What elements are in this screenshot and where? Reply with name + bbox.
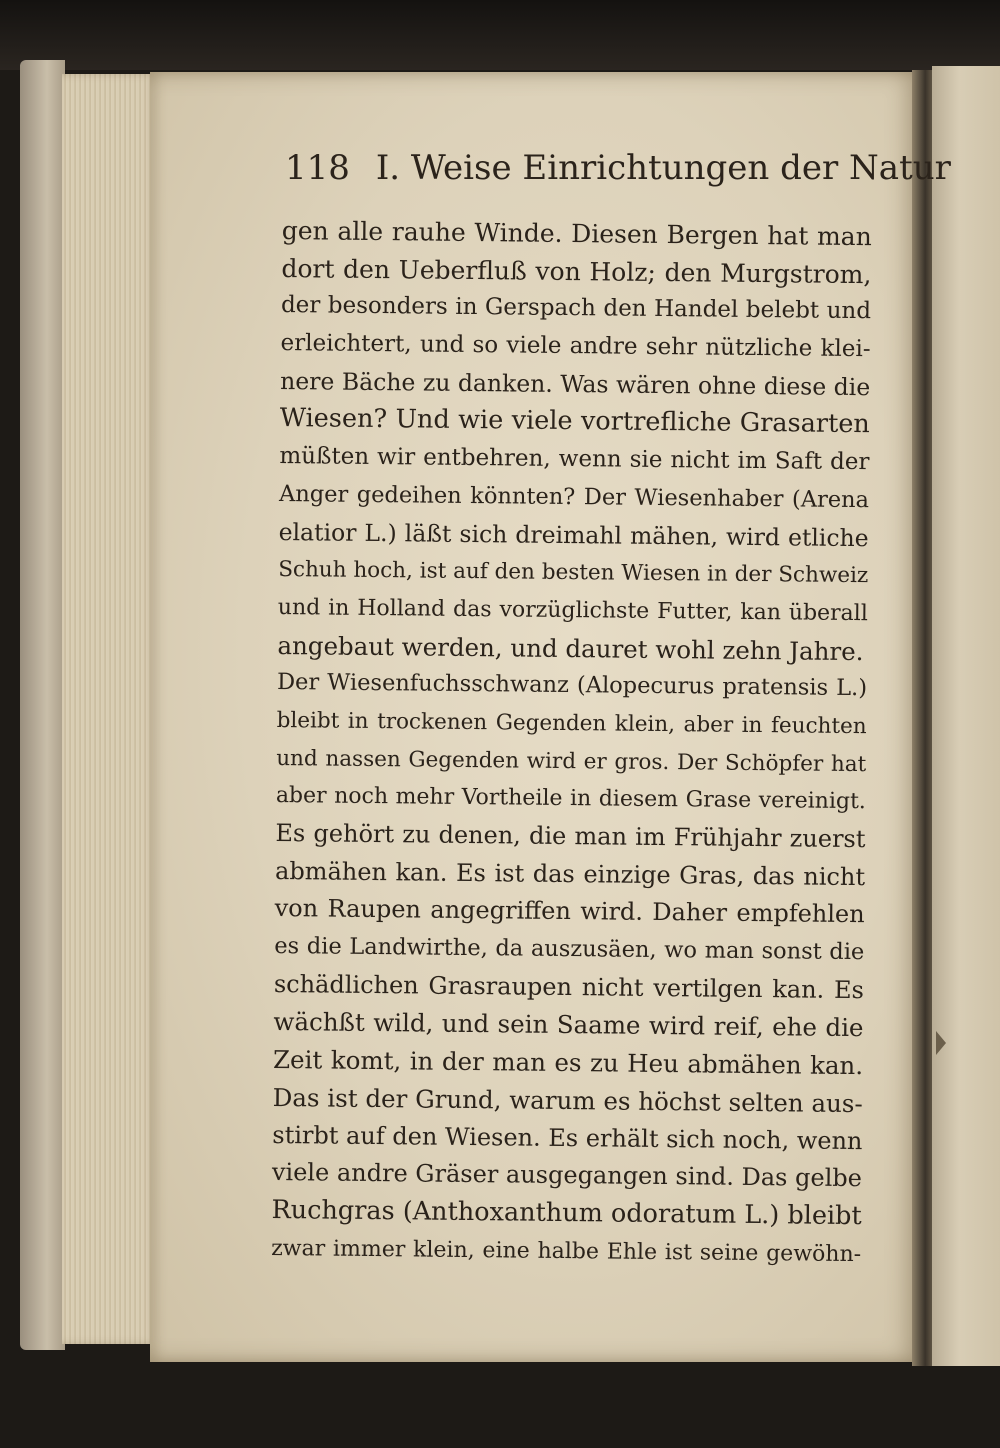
text-line: zwar immer klein, eine halbe Ehle ist seine gewöhn- (271, 1235, 862, 1267)
background-top (0, 0, 1000, 70)
text-line: Es gehört zu denen, die man im Frühjahr zuerst (275, 818, 866, 854)
text-line: schädlichen Grasraupen nicht vertilgen kan. Es (273, 969, 865, 1004)
text-line: und nassen Gegenden wird er gros. Der Schöpfer hat (276, 745, 867, 777)
text-line: Das ist der Grund, warum es höchst selten aus- (272, 1082, 863, 1118)
text-line: von Raupen angegriffen wird. Daher empfehlen (274, 894, 865, 929)
text-line: dort den Ueberfluß von Holz; den Murgstrom, (281, 253, 872, 289)
body-text (271, 212, 872, 1273)
text-line: abmähen kan. Es ist das einzige Gras, das nicht (274, 856, 866, 891)
page-mark (936, 1031, 946, 1055)
text-line: Zeit komt, in der man es zu Heu abmähen kan. (272, 1045, 864, 1081)
text-line: wächßt wild, und sein Saame wird reif, ehe die (273, 1007, 864, 1043)
text-line: Der Wiesenfuchsschwanz (Alopecurus pratensis L.) (276, 669, 868, 702)
text-line: stirbt auf den Wiesen. Es erhält sich noch, wenn (272, 1120, 863, 1155)
text-line: nere Bäche zu danken. Was wären ohne diese die (280, 366, 871, 401)
facing-page-edge (932, 66, 1000, 1366)
text-line: Schuh hoch, ist auf den besten Wiesen in der Schweiz (278, 557, 869, 589)
page-edges (62, 74, 158, 1344)
running-title: I. Weise Einrichtungen der Natur (375, 148, 951, 188)
text-line: viele andre Gräser ausgegangen sind. Das gelbe (271, 1158, 863, 1193)
text-line: der besonders in Gerspach den Handel belebt und (280, 292, 872, 325)
text-line: Anger gedeihen könnten? Der Wiesenhaber (Arena (278, 480, 870, 513)
text-line: gen alle rauhe Winde. Diesen Bergen hat man (281, 215, 872, 252)
text-line: erleichtert, und so viele andre sehr nützliche klei- (280, 330, 871, 363)
running-header (285, 148, 951, 196)
text-line: Wiesen? Und wie viele vortrefliche Grasarten (279, 403, 870, 440)
text-line: elatior L.) läßt sich dreimahl mähen, wird etliche (278, 517, 869, 552)
text-line: bleibt in trockenen Gegenden klein, aber in feuchten (276, 707, 867, 740)
text-line: angebaut werden, und dauret wohl zehn Jahre. (277, 630, 864, 666)
book-spine-edge (20, 60, 65, 1350)
text-line: aber noch mehr Vortheile in diesem Grase vereinigt. (275, 783, 866, 815)
page-number: 118 (285, 148, 350, 188)
text-line: Ruchgras (Anthoxanthum odoratum L.) bleibt (271, 1194, 862, 1231)
text-line: und in Holland das vorzüglichste Futter, kan überall (277, 594, 868, 627)
text-line: müßten wir entbehren, wenn sie nicht im Saft der (279, 443, 870, 476)
text-line: es die Landwirthe, da auszusäen, wo man sonst die (274, 933, 865, 966)
book-gutter (912, 70, 934, 1366)
